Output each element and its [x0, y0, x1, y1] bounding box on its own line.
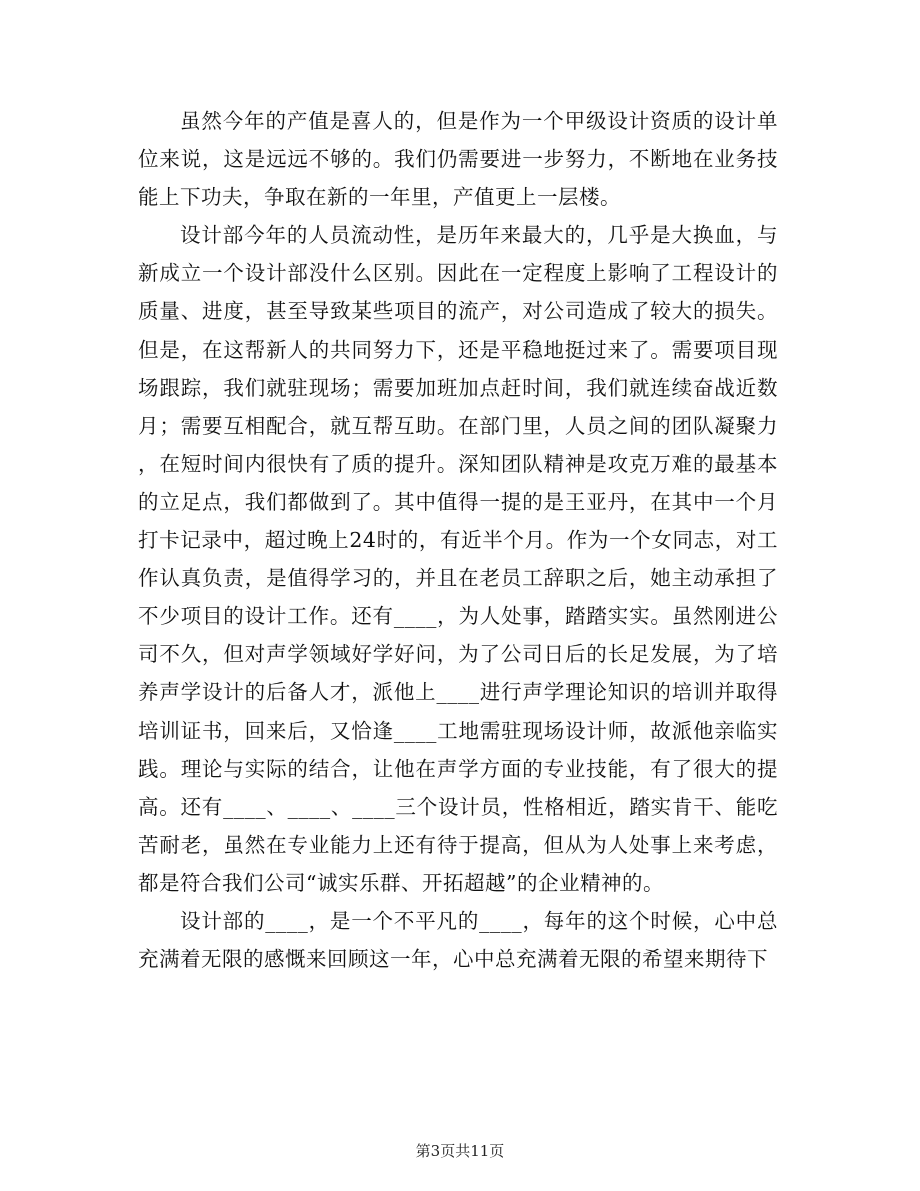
text-line: 的立足点，我们都做到了。其中值得一提的是王亚丹，在其中一个月	[138, 489, 778, 514]
paragraph	[138, 216, 778, 902]
text-line: 位来说，这是远远不够的。我们仍需要进一步努力，不断地在业务技	[138, 147, 778, 172]
paragraph	[138, 102, 778, 216]
text-line: 不少项目的设计工作。还有____，为人处事，踏踏实实。虽然刚进公	[138, 604, 778, 629]
paragraph	[138, 902, 778, 978]
text-line: 作认真负责，是值得学习的，并且在老员工辞职之后，她主动承担了	[138, 566, 778, 591]
text-line: 充满着无限的感慨来回顾这一年，心中总充满着无限的希望来期待下	[138, 947, 768, 972]
text-line: 设计部今年的人员流动性，是历年来最大的，几乎是大换血，与	[180, 223, 778, 248]
text-line: 设计部的____，是一个不平凡的____，每年的这个时候，心中总	[180, 908, 778, 933]
text-line: 司不久，但对声学领域好学好问，为了公司日后的长足发展，为了培	[138, 642, 778, 667]
body-text	[138, 102, 778, 978]
text-line: 践。理论与实际的结合，让他在声学方面的专业技能，有了很大的提	[138, 756, 778, 781]
text-line: 养声学设计的后备人才，派他上____进行声学理论知识的培训并取得	[138, 680, 778, 705]
text-line: 能上下功夫，争取在新的一年里，产值更上一层楼。	[138, 185, 621, 210]
text-line: 月；需要互相配合，就互帮互助。在部门里，人员之间的团队凝聚力	[138, 413, 778, 438]
text-line: 虽然今年的产值是喜人的，但是作为一个甲级设计资质的设计单	[180, 109, 778, 133]
text-line: 新成立一个设计部没什么区别。因此在一定程度上影响了工程设计的	[138, 261, 778, 286]
text-line: 苦耐老，虽然在专业能力上还有待于提高，但从为人处事上来考虑，	[138, 832, 778, 857]
text-line: 高。还有____、____、____三个设计员，性格相近，踏实肯干、能吃	[138, 794, 778, 819]
text-line: 质量、进度，甚至导致某些项目的流产，对公司造成了较大的损失。	[138, 299, 778, 324]
page-number: 第3页共11页	[415, 1142, 505, 1160]
text-line: 都是符合我们公司“诚实乐群、开拓超越”的企业精神的。	[138, 870, 664, 895]
text-line: 但是，在这帮新人的共同努力下，还是平稳地挺过来了。需要项目现	[138, 337, 778, 362]
text-line: 培训证书，回来后，又恰逢____工地需驻现场设计师，故派他亲临实	[138, 718, 778, 743]
text-line: 打卡记录中，超过晚上24时的，有近半个月。作为一个女同志，对工	[138, 528, 778, 553]
text-line: ，在短时间内很快有了质的提升。深知团队精神是攻克万难的最基本	[138, 451, 778, 476]
text-line: 场跟踪，我们就驻现场；需要加班加点赶时间，我们就连续奋战近数	[138, 375, 778, 400]
